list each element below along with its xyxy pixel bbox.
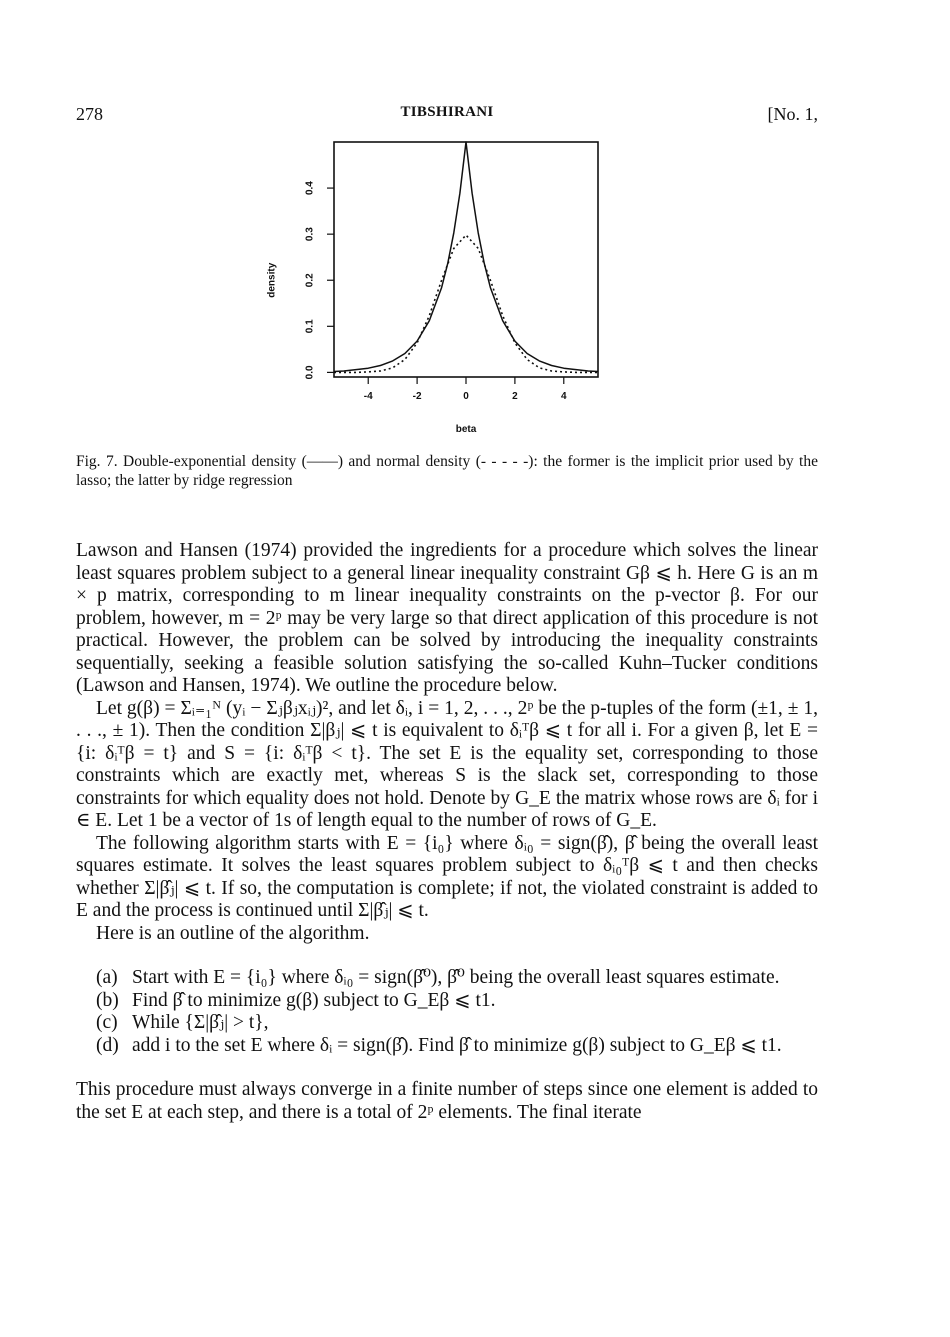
- paragraph-1: Lawson and Hansen (1974) provided the ingredients for a procedure which solves the linear least squares problem subject to a general linear inequality constraint Gβ ⩽ h. Here G is an m × p matrix, corresponding to m linear inequality constraints on the p-vector β. For our problem, however, m = 2ᵖ may be very large so that direct application of this procedure is not practical. However, the problem can be solved by introducing the inequality constraints sequentially, seeking a feasible solution satisfying the so-called Kuhn–Tucker conditions (Lawson and Hansen, 1974). We outline the procedure below.: [76, 540, 818, 696]
- issue-number: [No. 1,: [767, 104, 818, 124]
- y-tick-label: 0.4: [304, 181, 316, 196]
- step-text: While {Σ|β̂ⱼ| > t},: [132, 1012, 269, 1033]
- running-author: TIBSHIRANI: [400, 104, 494, 120]
- step-label: (a): [96, 967, 118, 988]
- y-tick-label: 0.1: [304, 319, 316, 334]
- x-tick-label: 4: [560, 391, 567, 402]
- paragraph-4: Here is an outline of the algorithm.: [96, 922, 370, 944]
- step-text: add i to the set E where δᵢ = sign(β̂). Find β̂ to minimize g(β) subject to G_Eβ ⩽ t1.: [132, 1034, 782, 1056]
- y-tick-label: 0.0: [304, 365, 316, 380]
- x-tick-label: -4: [363, 391, 373, 402]
- y-tick-label: 0.2: [304, 273, 316, 288]
- algorithm-step: [76, 1035, 818, 1058]
- paragraph-5: This procedure must always converge in a finite number of steps since one element is added to the set E at each step, and there is a total of 2ᵖ elements. The final iterate: [76, 1079, 818, 1123]
- figure-caption: [76, 452, 818, 490]
- algorithm-step: [76, 967, 818, 990]
- step-text: Start with E = {i₀} where δᵢ₀ = sign(β̂⁰), β̂⁰ being the overall least squares estimate.: [132, 967, 780, 988]
- x-axis-label: beta: [455, 424, 477, 435]
- algorithm-steps: [76, 967, 818, 1057]
- algorithm-step: [76, 990, 818, 1013]
- step-label: (b): [96, 989, 119, 1011]
- paragraph-2: Let g(β) = Σᵢ₌₁ᴺ (yᵢ − Σⱼβⱼxᵢⱼ)², and let δᵢ, i = 1, 2, . . ., 2ᵖ be the p-tuples of the form (±1, ± 1, . . ., ± 1). Then the condition Σ|βⱼ| ⩽ t is equivalent to δᵢᵀβ ⩽ t for all i. For a given β, let E = {i: δᵢᵀβ = t} and S = {i: δᵢᵀβ < t}. The set E is the equality set, corresponding to those constraints which are exactly met, whereas S is the slack set, corresponding to those constraints for which equality does not hold. Denote by G_E the matrix whose rows are δᵢ for i ∈ E. Let 1 be a vector of 1s of length equal to the number of rows of G_E.: [76, 697, 818, 831]
- algorithm-step: [76, 1012, 818, 1035]
- running-header: [76, 104, 818, 128]
- normal-density-line: [334, 235, 598, 372]
- step-label: (d): [96, 1034, 119, 1056]
- paragraph-3: The following algorithm starts with E = {i₀} where δᵢ₀ = sign(β̂), β̂ being the overall least squares estimate. It solves the least squares problem subject to δᵢ₀ᵀβ ⩽ t and then checks whether Σ|β̂ⱼ| ⩽ t. If so, the computation is complete; if not, the violated constraint is added to E and the process is continued until Σ|β̂ⱼ| ⩽ t.: [76, 832, 818, 921]
- x-tick-label: 0: [463, 391, 469, 402]
- caption-text: Double-exponential density (——) and normal density (- - - - -): the former is the implicit prior used by the lasso; the latter by ridge regression: [76, 453, 818, 489]
- step-label: (c): [96, 1012, 118, 1033]
- double-exponential-density-line: [334, 142, 598, 372]
- plot-frame: [334, 142, 598, 377]
- y-axis-label: density: [266, 262, 278, 298]
- y-tick-label: 0.3: [304, 227, 316, 242]
- caption-label: Fig. 7.: [76, 453, 118, 470]
- x-tick-label: 2: [512, 391, 518, 402]
- page-number: 278: [76, 104, 103, 124]
- density-figure: [250, 135, 610, 440]
- body-text: [76, 540, 818, 1124]
- step-text: Find β̂ to minimize g(β) subject to G_Eβ ⩽ t1.: [132, 989, 496, 1011]
- x-tick-label: -2: [412, 391, 422, 402]
